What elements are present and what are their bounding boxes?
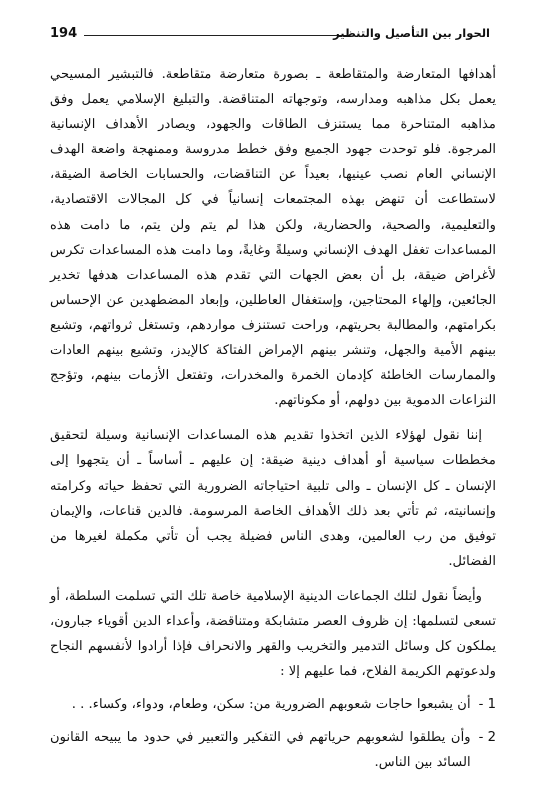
- numbered-list: [50, 692, 496, 775]
- page-header: [50, 26, 490, 46]
- list-item-number: 1 -: [478, 697, 496, 713]
- paragraph-3: وأيضاً نقول لتلك الجماعات الدينية الإسلامية خاصة تلك التي تسلمت السلطة، أو تسعى لتسلمها: إن ظروف العصر متشابكة ومتناقضة، وأعداء الدين أقوياء جبارون، يملكون كل وسائل التدمير والتخريب والقهر والانحراف فإذا أرادوا لأنفسهم النجاح ولدعوتهم الكريمة الفلاح، فما عليهم إلا :: [50, 588, 496, 680]
- paragraph-1: أهدافها المتعارضة والمتقاطعة ـ بصورة متعارضة متقاطعة. فالتبشير المسيحي يعمل بكل مذاهبه ومدارسه، وتوجهاته المتناقضة. والتبليغ الإسلامي يعمل وفق مذاهبه المتناحرة مما يستنزف الطاقات والجهود، ويصادر الأهداف الإنسانية المرجوة. فلو توحدت جهود الجميع وفق خطط مدروسة وممنهجة واضعة الهدف الإنساني العام نصب عينيها، بعيداً عن التناقضات، والحسابات الخاصة الضيقة، لاستطاعت أن تنهض بهذه المجتمعات إنسانياً في كل المجالات الاقتصادية، والتعليمية، والصحية، والحضارية، ولكن هذا لم يتم ولن يتم، ما دامت هذه المساعدات تغفل الهدف الإنساني وسيلةً وغايةً، وما دامت هذه المساعدات تكرس لأغراض ضيقة، بل أن بعض الجهات التي تقدم هذه المساعدات هدفها تخدير الجائعين، وإلهاء المحتاجين، وإستغفال العاطلين، وإبعاد المضطهدين عن الإحساس بكرامتهم، والمطالبة بحريتهم، وراحت تستنزف مواردهم، وتستغل ثرواتهم، وتشيع بينهم الأمية والجهل، وتنشر بينهم الإمراض الفتاكة كالإيدز، وتشيع بينهم العادات والممارسات الخاطئة كإدمان الخمرة والمخدرات، وتفتعل الأزمات بينهم، وتؤجج النزاعات الدموية بين دولهم، أو مكوناتهم.: [50, 67, 496, 409]
- list-item-text: وأن يطلقوا لشعوبهم حرياتهم في التفكير والتعبير في حدود ما يبيحه القانون السائد بين الناس.: [50, 730, 471, 771]
- page-body: [50, 62, 496, 776]
- running-title: الحوار بين التأصيل والتنظير: [333, 26, 490, 40]
- list-item: [50, 725, 496, 775]
- paragraph-2: إننا نقول لهؤلاء الذين اتخذوا تقديم هذه المساعدات الإنسانية وسيلة لتحقيق مخططات سياسية أو أهداف دينية ضيقة: إن عليهم ـ أساساً ـ أن يتجهوا إلى الإنسان ـ كل الإنسان ـ والى تلبية احتياجاته الضرورية التي تحفظ حياته وكرامته وإنسانيته، ثم تأتي بعد ذلك الأهداف الخاصة المرسومة. فالدين قناعات، والإيمان توفيق من رب العالمين، وهدى الناس فضيلة يجب أن تأتي مكملة لغيرها من الفضائل.: [50, 428, 496, 569]
- list-item-text: أن يشبعوا حاجات شعوبهم الضرورية من: سكن، وطعام، ودواء، وكساء. . .: [71, 697, 471, 713]
- list-item: [50, 692, 496, 717]
- list-item-number: 2 -: [478, 730, 496, 746]
- page-number: 194: [50, 26, 78, 41]
- header-rule: [84, 35, 350, 36]
